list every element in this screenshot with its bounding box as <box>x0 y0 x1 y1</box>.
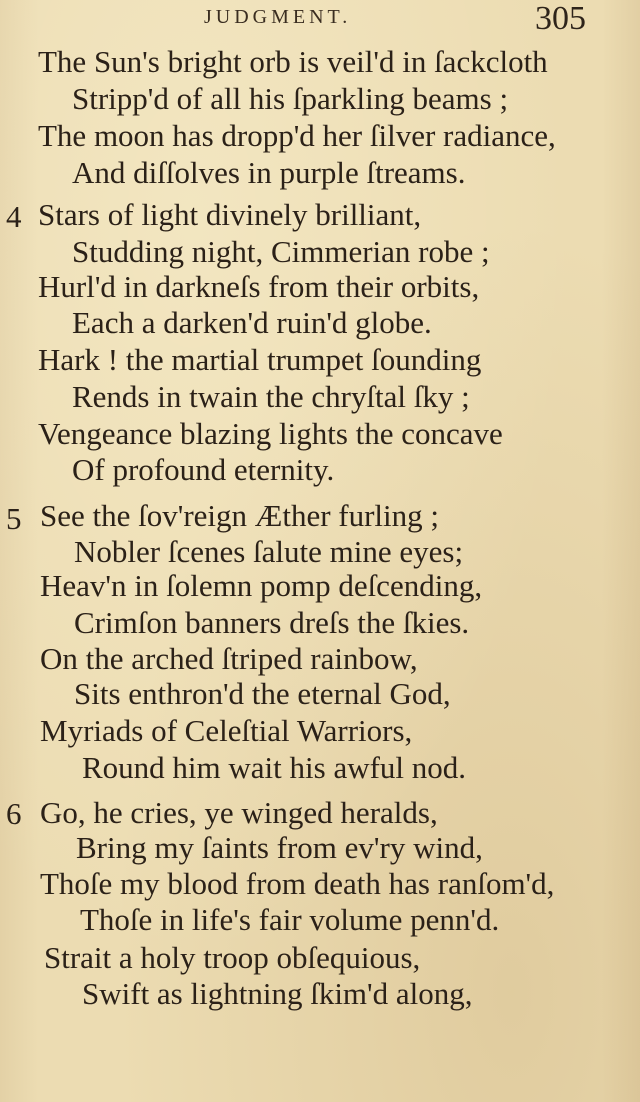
verse-line: Of profound eternity. <box>72 452 335 487</box>
stanza-number: 6 <box>6 796 22 831</box>
page-number: 305 <box>535 0 586 37</box>
verse-line: See the ſov'reign Æther furling ; <box>40 498 440 533</box>
verse-line: Studding night, Cimmerian robe ; <box>72 234 490 269</box>
verse-line: Sits enthron'd the eternal God, <box>74 676 451 711</box>
verse-line: Heav'n in ſolemn pomp deſcending, <box>40 568 483 603</box>
verse-line: Thoſe my blood from death has ranſom'd, <box>40 866 555 901</box>
verse-line: Go, he cries, ye winged heralds, <box>40 795 438 830</box>
stanza-number: 5 <box>6 501 22 536</box>
verse-line: Thoſe in life's fair volume penn'd. <box>80 902 500 937</box>
running-head: JUDGMENT. <box>204 6 352 28</box>
verse-line: Bring my ſaints from ev'ry wind, <box>76 830 483 865</box>
verse-line: Swift as lightning ſkim'd along, <box>82 976 473 1011</box>
verse-line: Each a darken'd ruin'd globe. <box>72 305 432 340</box>
verse-line: On the arched ſtriped rainbow, <box>40 641 418 676</box>
verse-line: Strait a holy troop obſequious, <box>44 940 421 975</box>
verse-line: Stars of light divinely brilliant, <box>38 197 422 232</box>
verse-line: And diſſolves in purple ſtreams. <box>72 155 466 190</box>
verse-line: Nobler ſcenes ſalute mine eyes; <box>74 534 464 569</box>
verse-line: The Sun's bright orb is veil'd in ſackcloth <box>38 44 548 79</box>
verse-line: Round him wait his awful nod. <box>82 750 467 785</box>
verse-line: Myriads of Celeſtial Warriors, <box>40 713 413 748</box>
page-header <box>0 0 640 40</box>
verse-line: The moon has dropp'd her ſilver radiance, <box>38 118 556 153</box>
verse-line: Stripp'd of all his ſparkling beams ; <box>72 81 509 116</box>
verse-line: Vengeance blazing lights the concave <box>38 416 503 451</box>
stanza-number: 4 <box>6 199 22 234</box>
verse-line: Hurl'd in darkneſs from their orbits, <box>38 269 480 304</box>
verse-line: Hark ! the martial trumpet ſounding <box>38 342 482 377</box>
verse-line: Rends in twain the chryſtal ſky ; <box>72 379 470 414</box>
verse-line: Crimſon banners dreſs the ſkies. <box>74 605 470 640</box>
